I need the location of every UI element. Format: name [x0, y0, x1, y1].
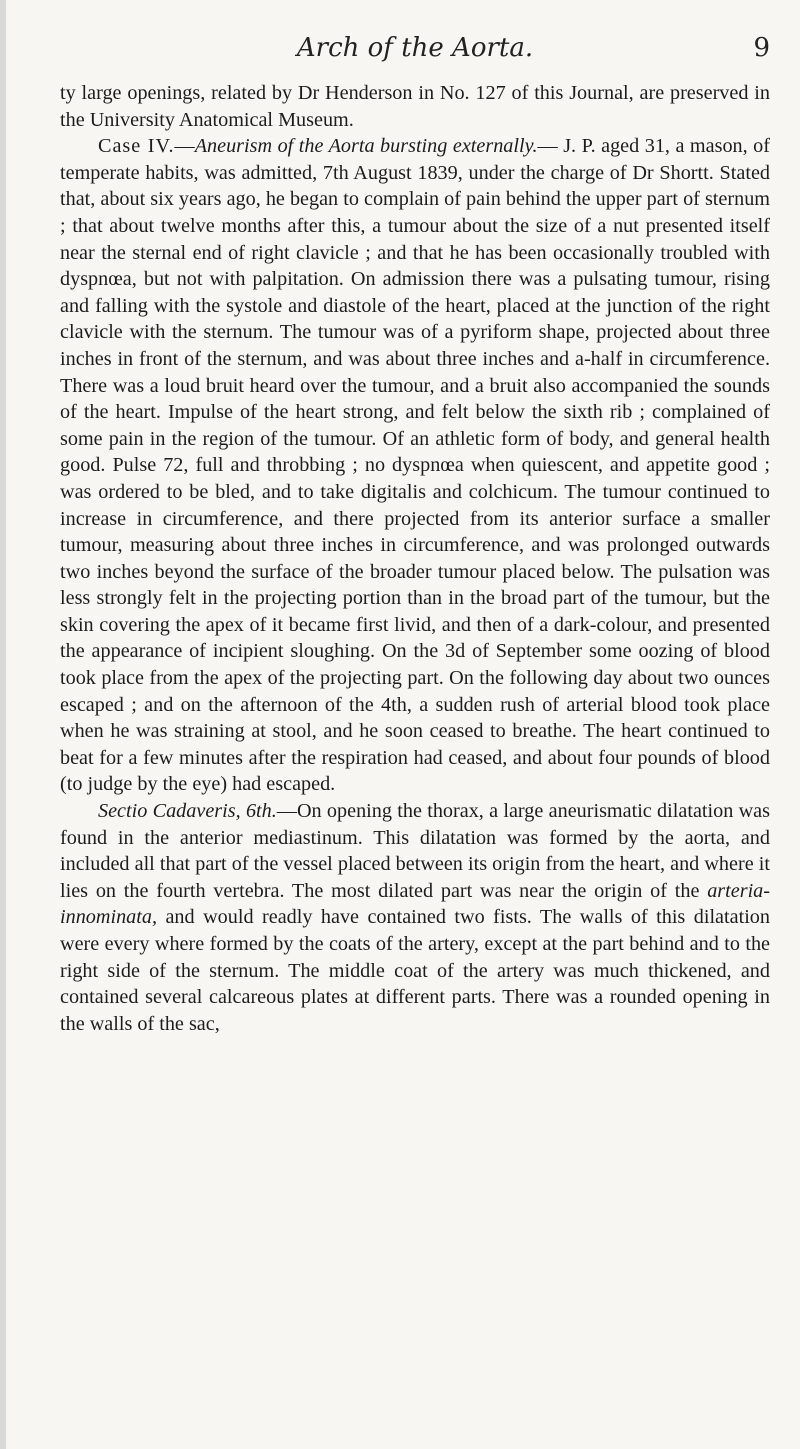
sectio-label: Sectio Cadaveris, 6th.: [98, 800, 277, 823]
page-edge-shadow: [0, 0, 6, 1449]
opening-paragraph: [60, 80, 770, 133]
body-text: [60, 80, 770, 1037]
case-paragraph: [60, 133, 770, 798]
sectio-paragraph: [60, 798, 770, 1037]
sectio-text-part2: and would readly have contained two fists. The walls of this dilatation were every where formed by the coats of the artery, except at the part behind and to the right side of the sternum. The middle coat of the artery was much thickened, and contained several calcareous plates at different parts. There was a rounded opening in the walls of the sac,: [60, 906, 770, 1035]
page-number: 9: [753, 33, 770, 63]
running-title: Arch of the Aorta.: [296, 33, 534, 63]
page-header: [60, 30, 770, 66]
case-title: Aneurism of the Aorta bursting externally.: [194, 135, 538, 158]
case-text: — J. P. aged 31, a mason, of temperate habits, was admitted, 7th August 1839, under the charge of Dr Shortt. Stated that, about six years ago, he began to complain of pain behind the upper part of sternum ; that about twelve months after this, a tumour about the size of a nut presented itself near the sternal end of right clavicle ; and that he has been occasionally troubled with dyspnœa, but not with palpitation. On admission there was a pulsating tumour, rising and falling with the systole and diastole of the heart, placed at the junction of the right clavicle with the sternum. The tumour was of a pyriform shape, projected about three inches in front of the sternum, and was about three inches and a-half in circumference. There was a loud bruit heard over the tumour, and a bruit also accompanied the sounds of the heart. Impulse of the heart strong, and felt below the sixth rib ; complained of some pain in the region of the tumour. Of an athletic form of body, and general health good. Pulse 72, full and throbbing ; no dyspnœa when quiescent, and appetite good ; was ordered to be bled, and to take digitalis and colchicum. The tumour continued to increase in circumference, and there projected from its anterior surface a smaller tumour, measuring about three inches in circumference, and was prolonged outwards two inches beyond the surface of the broader tumour placed below. The pulsation was less strongly felt in the projecting portion than in the broad part of the tumour, but the skin covering the apex of it became first livid, and then of a dark-colour, and presented the appearance of incipient sloughing. On the 3d of September some oozing of blood took place from the apex of the projecting part. On the following day about two ounces escaped ; and on the afternoon of the 4th, a sudden rush of arterial blood took place when he was straining at stool, and he soon ceased to breathe. The heart continued to beat for a few minutes after the respiration had ceased, and about four pounds of blood (to judge by the eye) had escaped.: [60, 135, 770, 796]
sectio-text-part1: —On opening the thorax, a large aneurismatic dilatation was found in the anterior mediastinum. This dilatation was formed by the aorta, and included all that part of the vessel placed between its origin from the heart, and where it lies on the fourth vertebra. The most dilated part was near the origin of the: [60, 800, 770, 902]
case-dash: —: [174, 135, 195, 158]
opening-fragment: ty large openings, related by Dr Henderson in No. 127 of this Journal, are preserved in the University Anatomical Museum.: [60, 82, 770, 131]
artery-name: arteria-innominata,: [60, 879, 770, 929]
case-label: Case IV.: [98, 135, 175, 158]
